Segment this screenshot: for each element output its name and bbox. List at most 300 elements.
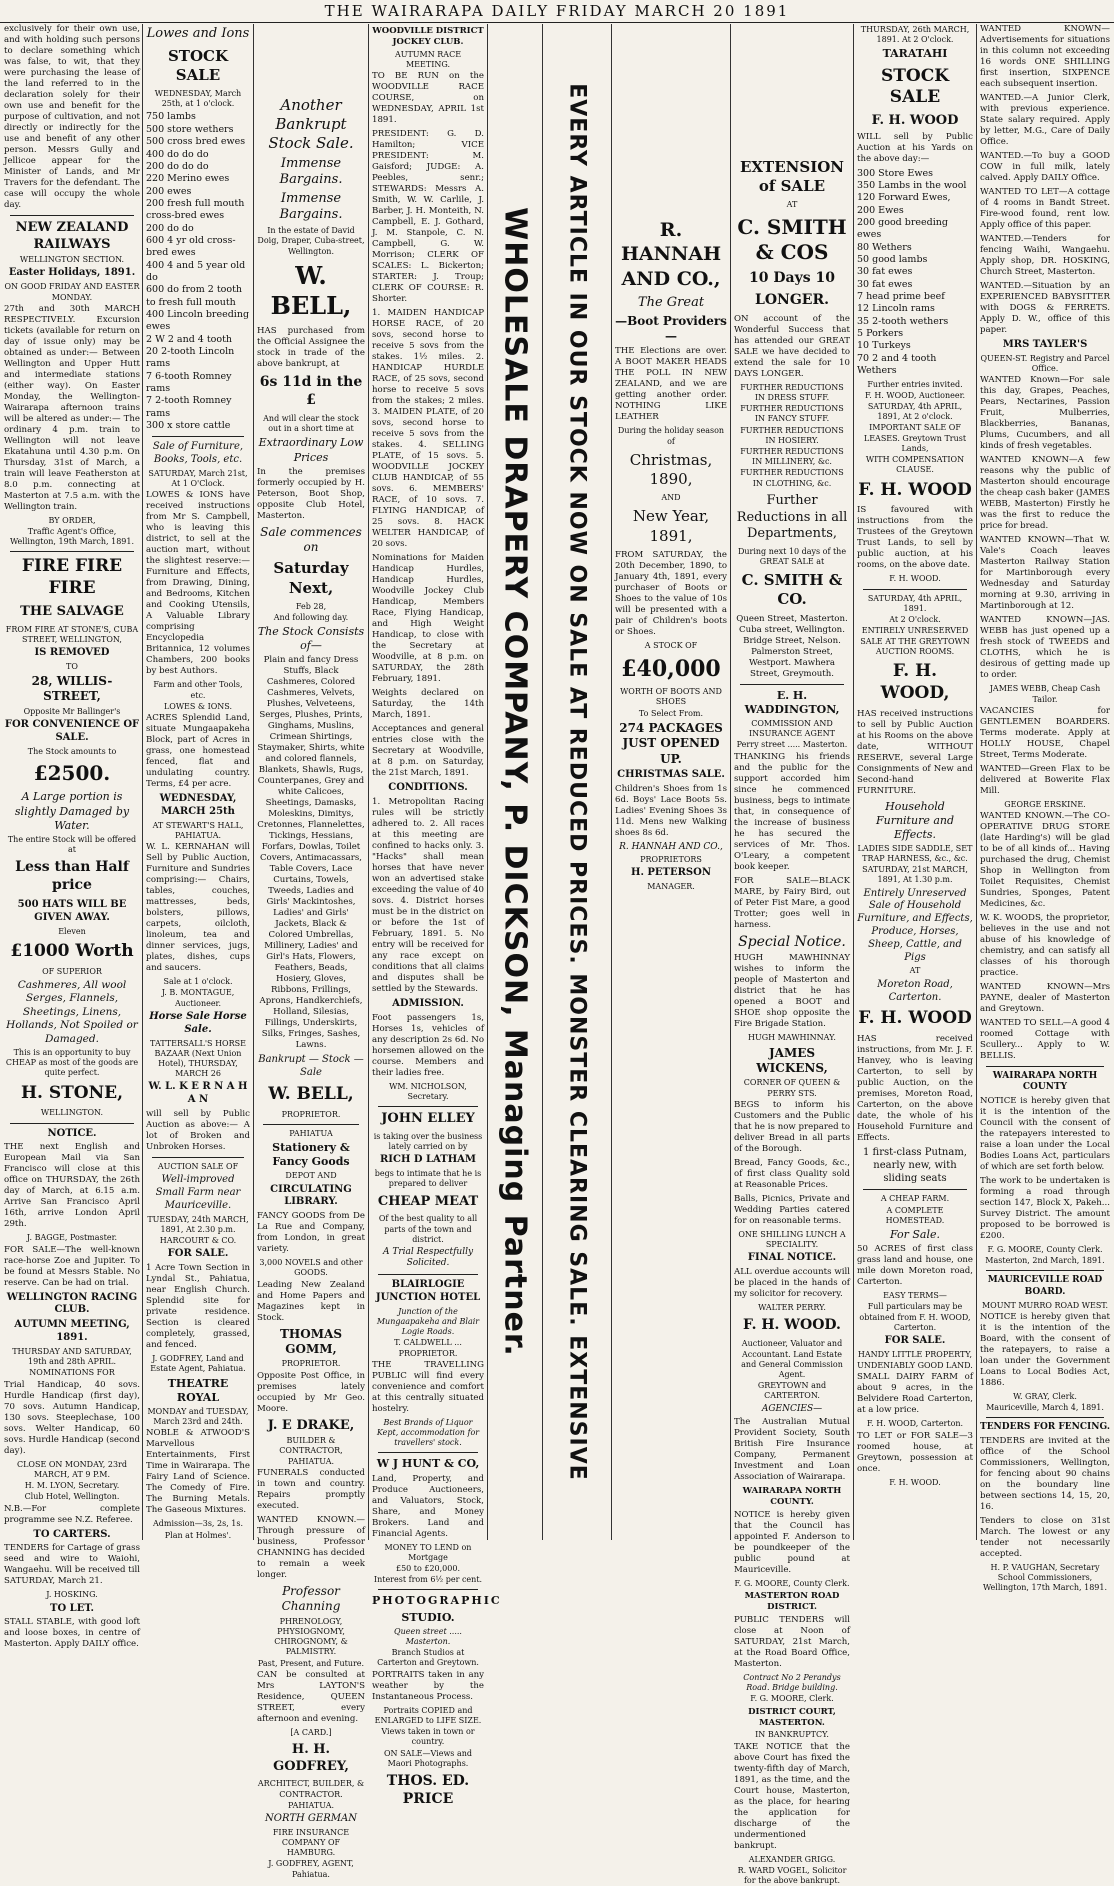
column-rule — [611, 24, 612, 1540]
manager: MANAGER. — [647, 882, 695, 892]
wanted-flax: WANTED—Green Flax to be delivered at Bowerite Flax Mill. — [980, 763, 1110, 796]
masterton-date: Masterton, 2nd March, 1891. — [985, 1256, 1105, 1266]
furniture-heading: Sale of Furniture, Books, Tools, etc. — [152, 441, 244, 466]
drake-builder: BUILDER & CONTRACTOR, PAHIATUA. — [279, 1436, 343, 1466]
packages: 274 PACKAGES JUST OPENED UP. — [619, 720, 723, 766]
putnam: 1 first-class Putnam, nearly new, with sliding seats — [863, 1147, 967, 1184]
stock-lot-line: 200 do do — [146, 222, 194, 234]
nominations-body: Trial Handicap, 40 sovs. Hurdle Handicap (first day), 70 sovs. Autumn Handicap, 130 sovs. Steeplechase, 100 sovs. Welter Handicap, 60 sovs. Hurdle Handicap (second day). — [4, 1379, 140, 1456]
opportunity: This is an opportunity to buy CHEAP as most of the goods are quite perfect. — [5, 1047, 139, 1078]
at-3: AT — [909, 966, 921, 976]
reduction-4: FURTHER REDUCTIONS IN MILLINERY, &c. — [740, 447, 844, 467]
column-rule — [142, 24, 143, 1540]
saturday-next: Saturday Next, — [273, 559, 349, 597]
immense-1: Immense Bargains. — [279, 155, 343, 188]
final-notice: FINAL NOTICE. — [747, 1252, 837, 1264]
fencing-heading: TENDERS FOR FENCING. — [980, 1422, 1110, 1433]
mawhinnay-body: HUGH MAWHINNAY wishes to inform the people of Masterton and district that he has opened a BOOT and SHOE shop opposite the Fire Brigade Station. — [734, 953, 850, 1030]
divider — [863, 1189, 967, 1190]
feb-date: Feb 28, — [295, 601, 327, 611]
county-notice: NOTICE is hereby given that the Council has appointed F. Anderson to be poundkeeper of the public pound at Mauriceville. — [734, 1509, 850, 1575]
caldwell: T. CALDWELL ... PROPRIETOR. — [394, 1338, 462, 1358]
railways-sub: Easter Holidays, 1891. — [8, 267, 136, 279]
fh-sub: Auctioneer, Valuator and Accountant. Land Estate and General Commission Agent. — [741, 1339, 843, 1379]
fh-wood-4: F. H. WOOD, — [880, 661, 950, 703]
stock-lot-line: 2 W 2 and 4 tooth — [146, 333, 233, 345]
jockey-club: WOODVILLE DISTRICT JOCKEY CLUB. — [372, 26, 484, 47]
extraordinary: Extraordinary Low Prices — [258, 436, 364, 464]
column-2 — [146, 24, 250, 1540]
railways-body: 27th and 30th MARCH RESPECTIVELY. Excursion tickets (available for return on day of issue only) may be obtained as under:— Between Wellington and Upper Hutt and intermediate stations (either way). On Easter Monday, the Wellington-Wairarapa afternoon trains will be altered as under:— The ordinary 4 p.m. train to Wellington will not leave Ekatahuna until 4.30 p.m. On Thursday, 31st of March, a train will leave Featherston at 8.0 p.m. connecting at Masterton at 7.5 a.m. with the Wellington train. — [4, 303, 140, 512]
at-2: At 2 O'clock. — [889, 615, 941, 625]
column-rule — [976, 24, 977, 1540]
vertical-banner-dickson — [490, 24, 540, 1540]
money-range: £50 to £20,000. — [395, 1564, 460, 1574]
plan-at: Plan at Holmes'. — [164, 1530, 232, 1540]
vaughan-sign: H. P. VAUGHAN, Secretary School Commissioners, Wellington, 17th March, 1891. — [982, 1562, 1108, 1593]
perry-street: Perry street ..... Masterton. — [736, 740, 848, 750]
taratahi-date: THURSDAY, 26th MARCH, 1891. At 2 O'clock. — [860, 25, 970, 45]
homestead: A COMPLETE HOMESTEAD. — [885, 1205, 945, 1225]
money-lend: MONEY TO LEND on Mortgage — [384, 1542, 472, 1562]
stock-lot-line: 20 2-tooth Lincoln rams — [146, 346, 235, 370]
sale-commences: Sale commences on — [260, 524, 362, 554]
handy: HANDY LITTLE PROPERTY, — [857, 1349, 973, 1359]
divider — [10, 1123, 134, 1124]
kernahan-name: W. L. K E R N A H A N — [148, 1081, 248, 1106]
fh-sign: F. H. WOOD, Auctioneer. — [864, 390, 966, 400]
column-rule — [487, 24, 488, 1540]
fencing-body: TENDERS are invited at the office of the School Commissioners, Wellington, for fencing about 90 chains on the boundary line between sections 14, 15, 20, 16. — [980, 1435, 1110, 1512]
received: HAS received instructions to sell by Public Auction at his Rooms on the above date, WITHOUT RESERVE, several Large Consignments of New and Second-hand FURNITURE. — [857, 708, 973, 796]
erskine: GEORGE ERSKINE. — [1004, 799, 1086, 809]
photo-heading: PHOTOGRAPHIC — [372, 1594, 502, 1608]
gomm-addr: Opposite Post Office, in premises lately occupied by Mr Geo. Moore. — [257, 1370, 365, 1414]
entirely: Entirely Unreserved Sale of Household Furniture, and Effects, Produce, Horses, Sheep, Cattle, and Pigs — [857, 887, 973, 963]
fifty-acres: 50 ACRES of first class grass land and house, one mile down Moreton road, Carterton. — [857, 1244, 973, 1288]
wickens: JAMES WICKENS, — [756, 1045, 828, 1076]
fh-wood-7: F. H. WOOD. — [889, 1477, 941, 1487]
auction-label: AUCTION SALE OF — [157, 1162, 239, 1172]
road-tenders: PUBLIC TENDERS will close at Noon of SATURDAY, 21st March, at the Road Board Office, Masterton. — [734, 1614, 850, 1669]
club-hotel: Club Hotel, Wellington. — [24, 1492, 120, 1502]
acre-town: 1 Acre Town Section in Lyndal St., Pahiatua, near English Church. Splendid site for private residence. Section is cleared completely, grassed, and fenced. — [146, 1263, 250, 1351]
tolet: TO LET or FOR SALE—3 roomed house, at Greytown, possession at once. — [857, 1430, 973, 1474]
admission-heading: ADMISSION. — [392, 998, 464, 1010]
further-entries: Further entries invited. — [867, 379, 963, 389]
railways-sign: Traffic Agent's Office, Wellington, 19th March, 1891. — [9, 526, 135, 547]
notice-body: THE next English and European Mail via San Francisco will close at this office on THURSDAY, the 26th day of March, at 6.15 a.m. Arrive San Francisco April 16th, arrive London April 29th. — [4, 1142, 140, 1230]
channing-heading: Professor Channing — [281, 1583, 341, 1614]
stock-lot-line: 220 Merino ewes — [146, 173, 230, 185]
wanted-3: WANTED.—To buy a GOOD COW in full milk, lately calved. Apply DAILY Office. — [980, 151, 1110, 183]
horse-sale: Horse Sale Horse Sale. — [149, 1010, 247, 1035]
waddington: E. H. WADDINGTON, — [744, 688, 840, 716]
immense-2: Immense Bargains. — [279, 190, 343, 223]
entire-stock: The entire Stock will be offered at — [7, 834, 137, 854]
fh-wood-6: F. H. WOOD, Carterton. — [866, 1419, 964, 1429]
stock-lot-line: 500 cross bred ewes — [146, 136, 246, 148]
stone-name: H. STONE, — [20, 1082, 124, 1103]
county-notice-2: NOTICE is hereby given that it is the intention of the Council with the consent of the ratepayers interested to raise a loan under the Local Bodies Loans Act, particulars of which are set forth below. — [980, 1096, 1110, 1172]
elley-body: is taking over the business lately carried on by — [373, 1131, 483, 1152]
taratahi-lot-line: 5 Porkers — [857, 328, 904, 340]
column-4 — [372, 24, 502, 1807]
weights: Weights declared on Saturday, the 14th March, 1891. — [372, 688, 484, 721]
taratahi-lots — [857, 168, 973, 378]
lowes-sign: LOWES & IONS. — [163, 701, 233, 711]
novels: 3,000 NOVELS and other GOODS. — [259, 1258, 363, 1278]
column-rule — [253, 24, 254, 1540]
stone-place: WELLINGTON. — [40, 1108, 104, 1118]
wanted-5: WANTED.—Tenders for fencing Waihi, Wangaehu. Apply shop, DR. HOSKING, Church Street, Masterton. — [980, 234, 1110, 277]
reduction-1: FURTHER REDUCTIONS IN DRESS STUFF. — [740, 382, 844, 402]
forty-thousand: £40,000 — [621, 655, 721, 682]
column-3 — [257, 24, 365, 1879]
pahiatua-2: PAHIATUA. — [287, 1800, 335, 1810]
farm-date: TUESDAY, 24th MARCH, 1891, At 2.30 p.m. — [147, 1214, 249, 1234]
racing-club: WELLINGTON RACING CLUB. — [6, 1291, 138, 1316]
fh-wood-2: F. H. WOOD — [858, 479, 972, 500]
stock-lot-line: 500 store wethers — [146, 123, 234, 135]
during-next: During next 10 days of the GREAT SALE at — [737, 546, 847, 567]
moore-county: F. G. MOORE, County Clerk. — [987, 1245, 1103, 1254]
dickson-banner: WHOLESALE DRAPERY COMPANY, P. DICKSON, Managing Partner. — [497, 207, 533, 1357]
moreton-road: Moreton Road, Carterton. — [877, 978, 953, 1003]
divider — [152, 1157, 244, 1158]
north-german: NORTH GERMAN — [265, 1812, 357, 1824]
bankruptcy: IN BANKRUPTCY. — [755, 1730, 829, 1740]
harcourt: HARCOURT & CO. — [159, 1236, 237, 1246]
gray-date: Mauriceville, March 4, 1891. — [986, 1402, 1104, 1412]
balls: Balls, Picnics, Private and Wedding Parties catered for on reasonable terms. — [734, 1193, 850, 1226]
worth-boots: WORTH OF BOOTS AND SHOES — [620, 687, 722, 707]
at: AT — [786, 200, 798, 210]
north-county: WAIRARAPA NORTH COUNTY. — [742, 1486, 842, 1508]
cheap-body: Of the best quality to all parts of the town and district. — [378, 1214, 478, 1244]
fh-wood-5: F. H. WOOD — [858, 1008, 972, 1029]
taratahi: TARATAHI — [882, 47, 948, 61]
bell-name-2: W. BELL, — [268, 1083, 354, 1104]
county-heading: WAIRARAPA NORTH COUNTY — [992, 1070, 1098, 1093]
kernahan-body: W. L. KERNAHAN will Sell by Public Auction, Furniture and Sundries comprising:— Chairs, tables, couches, mattresses, beds, bolsters, pillows, carpets, oilcloth, linoleum, tea and dinner services, jugs, plates, dishes, cups and saucers. — [146, 842, 250, 974]
extension-heading: EXTENSION of SALE — [739, 158, 844, 196]
wanted-10: WANTED KNOWN—JAS. WEBB has just opened up a fresh stock of TWEEDS and CLOTHS, which he is desirous of getting made up to order. — [980, 615, 1110, 681]
taratahi-lot-line: 50 good lambs — [857, 254, 928, 266]
important-sale: IMPORTANT SALE OF LEASES. Greytown Trust Lands, — [863, 423, 967, 453]
wanted-7: WANTED Known—For sale this day, Grapes, Peaches, Pears, Nectarines, Passion Fruit, Mulberries, Blackberries, Bananas, Plums, Cucumbers, and all kinds of fresh vegetables. — [980, 375, 1110, 452]
easy-terms: EASY TERMS— — [883, 1291, 947, 1301]
stewart-hall: AT STEWART'S HALL, PAHIATUA. — [152, 820, 244, 840]
gomm-name: THOMAS GOMM, — [280, 1326, 342, 1356]
column-9 — [857, 24, 973, 1540]
railways-days: ON GOOD FRIDAY AND EASTER MONDAY. — [4, 282, 140, 302]
stock-lot-line: 300 x store cattle — [146, 420, 231, 432]
views: Views taken in town or country. — [381, 1727, 475, 1747]
divider — [152, 436, 244, 437]
divider — [378, 1589, 478, 1590]
wickens-corner: CORNER OF QUEEN & PERRY STS. — [743, 1078, 841, 1098]
and: AND — [661, 493, 681, 503]
latham-name: RICH D LATHAM — [380, 1154, 476, 1166]
hannah-sign: R. HANNAH AND CO., — [619, 841, 723, 852]
hosking-sign: J. HOSKING. — [46, 1590, 98, 1600]
trial: A Trial Respectfully Solicited. — [382, 1246, 474, 1269]
tolet-heading: TO LET. — [50, 1602, 94, 1614]
divider — [378, 1274, 478, 1275]
stock-lot-line: 200 ewes — [146, 185, 192, 197]
stock-lot-line: 7 6-tooth Romney rams — [146, 370, 232, 395]
papers: Leading New Zealand and Home Papers and Magazines kept in Stock. — [257, 1279, 365, 1323]
montague-sign: J. B. MONTAGUE, Auctioneer. — [161, 988, 235, 1008]
column-1 — [4, 24, 140, 1650]
fh-wood-3: F. H. WOOD. — [889, 574, 941, 584]
railways-order: BY ORDER, — [48, 515, 96, 525]
willis-street: 28, WILLIS-STREET, — [31, 674, 113, 704]
another-bankrupt: Another Bankrupt Stock Sale. — [268, 96, 354, 153]
bell-name: W. BELL, — [270, 260, 352, 321]
smith-co: C. SMITH & CO. — [741, 571, 843, 609]
taratahi-lot-line: 70 2 and 4 tooth Wethers — [857, 352, 937, 377]
divider — [10, 215, 134, 216]
race-run: TO BE RUN on the WOODVILLE RACE COURSE, on WEDNESDAY, APRIL 1st 1891. — [372, 71, 484, 126]
christmas: Christmas, 1890, — [629, 450, 713, 488]
price-in-pound: 6s 11d in the £ — [259, 374, 363, 409]
moore-sign: F. G. MOORE, County Clerk. — [734, 1578, 850, 1588]
saturday-2: SATURDAY, 4th APRIL, 1891. — [867, 593, 963, 613]
fire-insurance: FIRE INSURANCE COMPANY OF HAMBURG. — [272, 1827, 350, 1858]
kernahan-horses: will sell by Public Auction as above:— A lot of Broken and Unbroken Horses. — [146, 1109, 250, 1153]
fh-wood: F. H. WOOD. — [743, 1317, 841, 1334]
hotel-sub: Junction of the Mungaapakeha and Blair Logie Roads. — [376, 1306, 480, 1337]
to: TO — [66, 661, 78, 671]
undeniably: UNDENIABLY GOOD LAND. — [857, 1361, 973, 1371]
hunt-body: Land, Property, and Produce Auctioneers, and Valuators, Stock, Share, and Money Brokers. Land and Financial Agents. — [372, 1473, 484, 1539]
furniture-when: SATURDAY, March 21st, At 1 O'Clock. — [148, 469, 248, 489]
lyon-sign: H. M. LYON, Secretary. — [24, 1481, 120, 1491]
stock-sale-when: WEDNESDAY, March 25th, at 1 o'clock. — [154, 89, 242, 109]
taratahi-lot-line: 350 Lambs in the wool — [857, 180, 967, 192]
divider — [378, 1452, 478, 1453]
great: The Great — [637, 294, 705, 310]
stable-body: STALL STABLE, with good loft and loose boxes, in centre of Masterton. Apply DAILY office. — [4, 1617, 140, 1650]
boot-providers: —Boot Providers— — [615, 313, 727, 343]
stock-items: Plain and fancy Dress Stuffs, Black Cashmeres, Colored Cashmeres, Velvets, Plushes, Velveteens, Serges, Plushes, Prints, Ginghams, Muslins, Crimean Shirtings, Staymaker, Shirts, white and colored flannels, Blankets, Shawls, Rugs, Counterpanes, Grey and white Calicoes, Sheetings, Damasks, Moleskins, Dimitys, Cretonnes, Flannelettes, Tickings, Hessians, Forfars, Dowlas, Toilet Covers, Antimacassars, Table Covers, Lace Curtains, Towels, Tweeds, Ladies and Girls' Mackintoshes, Ladies' and Girls' Jackets, Black & Colored Umbrellas, Millinery, Ladies' and Girl's Hats, Flowers, Feathers, Beads, Hosiery, Gloves, Ribbons, Frillings, Aprons, Handkerchiefs, Holland, Silesias, Fillings, Underskirts, Silks, Fringes, Sashes, Lawns. — [257, 655, 365, 1051]
divider — [10, 551, 134, 552]
nominations-heading: NOMINATIONS FOR — [29, 1368, 115, 1378]
vacancies: VACANCIES for GENTLEMEN BOARDERS. Terms moderate. Apply at HOLLY HOUSE, Chapel Street, Terms Moderate. — [980, 705, 1110, 760]
gray-sign: W. GRAY, Clerk. — [1013, 1391, 1077, 1401]
queen-street: Queen street ..... Masterton. — [394, 1626, 462, 1646]
divider — [740, 684, 844, 685]
reduction-3: FURTHER REDUCTIONS IN HOSIERY. — [740, 425, 844, 445]
taratahi-lot-line: 120 Forward Ewes, — [857, 192, 951, 204]
smith-addresses: Queen Street, Masterton. Cuba street, Wellington. Bridge Street, Nelson. Palmerston Street, Westport. Mawhera Street, Greymouth. — [736, 613, 848, 679]
webb-sign: JAMES WEBB, Cheap Cash Tailor. — [989, 684, 1101, 704]
portion-damaged: A Large portion is slightly Damaged by Water. — [14, 790, 130, 832]
vertical-banner-sale — [545, 24, 609, 1540]
railways-section: WELLINGTON SECTION. — [19, 255, 125, 265]
farm-tools: Farm and other Tools, etc. — [153, 680, 243, 700]
lowes-heading: Lowes and Ions — [146, 26, 250, 41]
agencies: AGENCIES— — [761, 1403, 823, 1414]
thanking: THANKING his friends and the public for the support accorded him since he commenced business, begs to intimate that, in consequence of the increase of business he has secured the services of Mr. Thos. O'Leary, a competent book keeper. — [734, 751, 850, 872]
salvage-heading: THE SALVAGE — [20, 603, 124, 619]
sale-time: Sale at 1 o'clock. — [163, 977, 233, 987]
stock-lot-line: 750 lambs — [146, 111, 196, 123]
stock-lot-line: 600 do from 2 tooth to fresh full mouth — [146, 284, 243, 308]
nicholson-sign: WM. NICHOLSON, Secretary. — [389, 1081, 467, 1102]
forsale-heading: FOR SALE. — [167, 1248, 229, 1260]
bell-body: HAS purchased from the Official Assignee the stock in trade of the above bankrupt, at — [257, 326, 365, 370]
hats-given: 500 HATS WILL BE GIVEN AWAY. — [17, 898, 127, 923]
favoured: IS favoured with instructions from the Trustees of the Greytown Trust Lands, to sell by public auction, at his rooms, on the above date. — [857, 505, 973, 571]
smith-cos: C. SMITH & COS — [737, 214, 847, 265]
taratahi-lot-line: 12 Lincoln rams — [857, 303, 935, 315]
hannah-heading: R. HANNAH AND CO., — [620, 219, 722, 290]
taratahi-lot-line: 200 Ewes — [857, 204, 904, 216]
ladies-saddle: LADIES SIDE SADDLE, SET TRAP HARNESS, &c., &c. — [857, 843, 973, 863]
copied: Portraits COPIED and ENLARGED to LIFE SIZE. — [374, 1705, 482, 1725]
fancy-goods: FANCY GOODS from De La Rue and Company, from London, in great variety. — [257, 1211, 365, 1255]
taratahi-lot-line: 7 head prime beef — [857, 291, 945, 303]
wanted-2: WANTED.—A Junior Clerk, with previous experience. State salary required. Apply by letter, M.G., Care of Daily Office. — [980, 93, 1110, 147]
funerals: FUNERALS conducted in town and country. Repairs promptly executed. — [257, 1467, 365, 1511]
godfrey-sign: J. GODFREY, Land and Estate Agent, Pahiatua. — [150, 1354, 246, 1374]
road-district: MASTERTON ROAD DISTRICT. — [744, 1591, 840, 1613]
godfrey-agent: J. GODFREY, AGENT, Pahiatua. — [268, 1859, 354, 1879]
will-sell: WILL sell by Public Auction at his Yards on the above day:— — [857, 131, 973, 164]
theatre-heading: THEATRE ROYAL — [167, 1376, 229, 1404]
latham-body: begs to intimate that he is prepared to deliver — [374, 1169, 482, 1189]
mount-murro: MOUNT MURRO ROAD WEST. — [981, 1300, 1108, 1310]
fh-wood-1: F. H. WOOD — [871, 113, 959, 129]
convenience: FOR CONVENIENCE OF SALE. — [4, 719, 140, 743]
stock-consists: The Stock Consists of— — [257, 625, 365, 653]
wanted-9: WANTED KNOWN—That W. Vale's Coach leaves Masterton Railway Station for Martinborough every Wednesday and Saturday morning at 9.30, arriving in Martinborough at 12. — [980, 535, 1110, 612]
waddington-sub: COMMISSION AND INSURANCE AGENT — [748, 718, 836, 739]
vogel: R. WARD VOGEL, Solicitor for the above bankrupt. — [737, 1865, 847, 1886]
peterson: H. PETERSON — [631, 867, 711, 879]
fire-heading: FIRE FIRE FIRE — [21, 556, 123, 599]
hotel-name: BLAIRLOGIE JUNCTION HOTEL — [375, 1279, 481, 1303]
district-court: DISTRICT COURT, MASTERTON. — [748, 1706, 836, 1728]
interest: Interest from 6½ per cent. — [373, 1575, 483, 1585]
hunt-name: W J HUNT & CO, — [376, 1457, 480, 1471]
admission-body: Foot passengers 1s, Horses 1s, vehicles of any description 2s 6d. No horsemen allowed on the course. Members and their ladies free. — [372, 1012, 484, 1078]
forsale-2: FOR SALE. — [884, 1335, 946, 1347]
wanted-4: WANTED TO LET—A cottage of 4 rooms in Bandt Street. Fire-wood found, rent low. Apply office of this paper. — [980, 187, 1110, 230]
acceptances: Acceptances and general entries close with the Secretary at Woodville, at 8 p.m. on Saturday, the 21st March, 1891. — [372, 724, 484, 779]
bread: Bread, Fancy Goods, &c., of first class Quality sold at Reasonable Prices. — [734, 1157, 850, 1190]
theatre-body: NOBLE & ATWOOD'S Marvellous Entertainments, First Time in Wairarapa. The Fairy Land of Science. The Comedy of Fire. The Burning Metals. The Gaseous Mixtures. — [146, 1428, 250, 1516]
small-farm: Well-improved Small Farm near Mauriceville. — [155, 1174, 241, 1211]
divider — [263, 1124, 359, 1125]
stock-sale-heading: STOCK SALE — [167, 46, 229, 84]
wednesday-heading: WEDNESDAY, MARCH 25th — [159, 793, 237, 817]
account: ON account of the Wonderful Success that has attended our GREAT SALE we have decided to extend the sale for 10 DAYS LONGER. — [734, 313, 850, 379]
circulating-library: CIRCULATING LIBRARY. — [270, 1183, 352, 1208]
nb: N.B.—For complete programme see N.Z. Referee. — [4, 1503, 140, 1525]
architect: ARCHITECT, BUILDER, & CONTRACTOR. — [257, 1779, 365, 1799]
divider — [986, 1417, 1104, 1418]
premises: In the premises formerly occupied by H. Peterson, Boot Shop, opposite Club Hotel, Masterton. — [257, 466, 365, 521]
goods-list: Cashmeres, All wool Serges, Flannels, Sheetings, Linens, Hollands, Not Spoiled or Damaged. — [6, 978, 138, 1045]
forsale-horse: FOR SALE—The well-known race-horse Zoe and Jupiter. To be found at Messrs Stable. No reserve. Can be had on trial. — [4, 1244, 140, 1288]
wickens-body: BEGS to inform his Customers and the Public that he is now prepared to deliver Bread in all parts of the Borough. — [734, 1099, 850, 1154]
stock-sale: STOCK SALE — [880, 65, 950, 108]
saturday-3: SATURDAY, 21st MARCH, 1891, At 1.30 p.m. — [862, 865, 968, 885]
household: Household Furniture and Effects. — [875, 799, 955, 841]
loan-body: The work to be undertaken is forming a road through section 147, Block X, Pakeh... Survey District. The amount proposed to be borrowed is £200. — [980, 1176, 1110, 1241]
from-saturday: FROM SATURDAY, the 20th December, 1890, to January 4th, 1891, every purchaser of Boots or Shoes to the value of 10s will be presented with a pair of Children's boots or Shoes. — [615, 549, 727, 637]
travelling: THE TRAVELLING PUBLIC will find every convenience and comfort at this centrally situated hostelry. — [372, 1359, 484, 1414]
stock-of: A STOCK OF — [644, 640, 698, 650]
taratahi-lot-line: 10 Turkeys — [857, 340, 911, 352]
elections: THE Elections are over. A BOOT MAKER HEADS THE POLL IN NEW ZEALAND, and we are getting another order. NOTHING LIKE LEATHER — [615, 346, 727, 423]
superior: OF SUPERIOR — [42, 966, 102, 976]
worth: £1000 Worth — [10, 940, 134, 961]
bankrupt-stock-sale: Bankrupt — Stock — Sale — [258, 1054, 364, 1079]
divider — [986, 1270, 1104, 1271]
walter-perry: WALTER PERRY. — [758, 1303, 826, 1313]
christmas-sale: CHRISTMAS SALE. — [617, 768, 725, 780]
column-10 — [980, 24, 1110, 1593]
black-mare: FOR SALE—BLACK MARE, by Fairy Bird, out of Peter Fist Mare, a good Trotter; goes well in harness. — [734, 875, 850, 930]
hh-godfrey: H. H. GODFREY, — [273, 1742, 349, 1774]
officers: PRESIDENT: G. D. Hamilton; VICE PRESIDENT: M. Gaisford; JUDGE: A. Peebles, senr.; STEWARDS: Messrs A. Smith, W. W. Carlile, J. Barber, J. H. Monteith, N. Campbell, E. J. Gothard, J. M. Stanpole, C. N. Campbell, G. W. Morrison; CLERK OF SCALES: L. Bickerton; STARTER: J. Troup; CLERK OF COURSE: R. Shorter. — [372, 129, 484, 305]
overdue: ALL overdue accounts will be placed in the hands of my solicitor for recovery. — [734, 1267, 850, 1300]
price-name: THOS. ED. PRICE — [386, 1772, 470, 1807]
masthead: THE WAIRARAPA DAILY FRIDAY MARCH 20 1891 — [0, 0, 1114, 23]
conditions-body: 1. Metropolitan Racing rules will be strictly adhered to. 2. All races at this meeting are confined to hacks only. 3. "Hacks" shall mean horses that have never won an advertised stake exceeding the value of 40 sovs. 4. District horses must be in the district on or before the 1st of February, 1891. 5. No entry will be received for any race except on conditions that all claims and disputes shall be settled by the Stewards. — [372, 797, 484, 995]
saturday-april: SATURDAY, 4th APRIL, 1891, At 2 o'clock. — [867, 401, 963, 422]
court-body: TAKE NOTICE that the above Court has fixed the twenty-fifth day of March, 1891, as the time, and the Court house, Masterton, as the place, for hearing the application for discharge of the undermentioned bankrupt. — [734, 1741, 850, 1851]
grigg: ALEXANDER GRIGG. — [748, 1854, 836, 1864]
has-received: HAS received instructions, from Mr. J. F. Hanvey, who is leaving Carterton, to sell by public Auction, on the premises, Moreton Road, Carterton, on the above date, the whole of his Household Furniture and Effects. — [857, 1034, 973, 1144]
taratahi-lot-line: 200 good breeding ewes — [857, 217, 948, 241]
nominations: Nominations for Maiden Handicap Hurdles, Handicap Hurdles, Woodville Jockey Club Handicap, Members Race, Flying Handicap, and High Weight Handicap, to close with the Secretary at Woodville, at 8 p.m. on SATURDAY, the 28th February, 1891. — [372, 553, 484, 685]
races: 1. MAIDEN HANDICAP HORSE RACE, of 20 sovs, second horse to receive 5 sovs from the stakes. 1½ miles. 2. HANDICAP HURDLE RACE, of 25 sovs, second horse to receive 5 sovs from the stakes; 2 miles. 3. MAIDEN PLATE, of 20 sovs, second horse to receive 5 sovs from the stakes. 4. SELLING PLATE, of 15 sovs. 5. WOODVILLE JOCKEY CLUB HANDICAP, of 55 sovs. 6. MEMBERS' RACE, of 10 sovs. 7. FLYING HANDICAP, of 25 sovs. 8. HACK WELTER HANDICAP, of 20 sovs. — [372, 308, 484, 550]
notice-heading: NOTICE. — [47, 1127, 97, 1139]
furniture-body: LOWES & IONS have received instructions from Mr S. Campbell, who is leaving this district, to sell at the auction mart, without the slightest reserve:— Furniture and Effects, from Drawing, Dining, and Bedrooms, Kitchen and Cooking Utensils, A Valuable Library comprising Encyclopedia Britannica, 12 volumes Chambers, 200 books by best Authors. — [146, 490, 250, 677]
stock-lots — [146, 111, 250, 432]
meeting-dates: THURSDAY AND SATURDAY, 19th and 28th APRIL. — [12, 1346, 132, 1367]
taratahi-lot-line: 30 fat ewes — [857, 266, 913, 278]
new-year: New Year, 1891, — [632, 507, 710, 545]
taratahi-lot-line: 80 Wethers — [857, 241, 912, 253]
further-reductions: Further Reductions in all Departments, — [736, 492, 848, 542]
wanted-sell: WANTED TO SELL—A good 4 roomed Cottage with Scullery... Apply to W. BELLIS. — [980, 1017, 1110, 1061]
forsale-1: For Sale. — [889, 1228, 941, 1242]
tayler-body: QUEEN-ST. Registry and Parcel Office. — [980, 353, 1110, 374]
prices: Children's Shoes from 1s 6d. Boys' Lace Boots 5s. Ladies' Evening Shoes 3s 11d. Mens new Walking shoes 8s 6d. — [615, 783, 727, 838]
stock-amounts: The Stock amounts to — [27, 746, 117, 756]
amount: £2500. — [33, 760, 111, 785]
stock-lot-line: 200 do do do — [146, 160, 209, 172]
opposite: Opposite Mr Ballinger's — [23, 706, 121, 716]
less-than-half: Less than Half price — [15, 859, 129, 894]
divider — [378, 1106, 478, 1107]
stock-lot-line: 400 Lincoln breeding ewes — [146, 308, 250, 333]
phrenology: PHRENOLOGY, PHYSIOGNOMY, CHIROGNOMY, & PALMISTRY. — [274, 1616, 348, 1657]
taratahi-lot-line: 300 Store Ewes — [857, 167, 933, 179]
notice-sign: J. BAGGE, Postmaster. — [26, 1233, 118, 1243]
cheap-meat: CHEAP MEAT — [377, 1193, 479, 1209]
carters-heading: TO CARTERS. — [33, 1528, 111, 1540]
select-from: To Select From. — [638, 708, 704, 718]
removed: IS REMOVED — [34, 647, 110, 659]
